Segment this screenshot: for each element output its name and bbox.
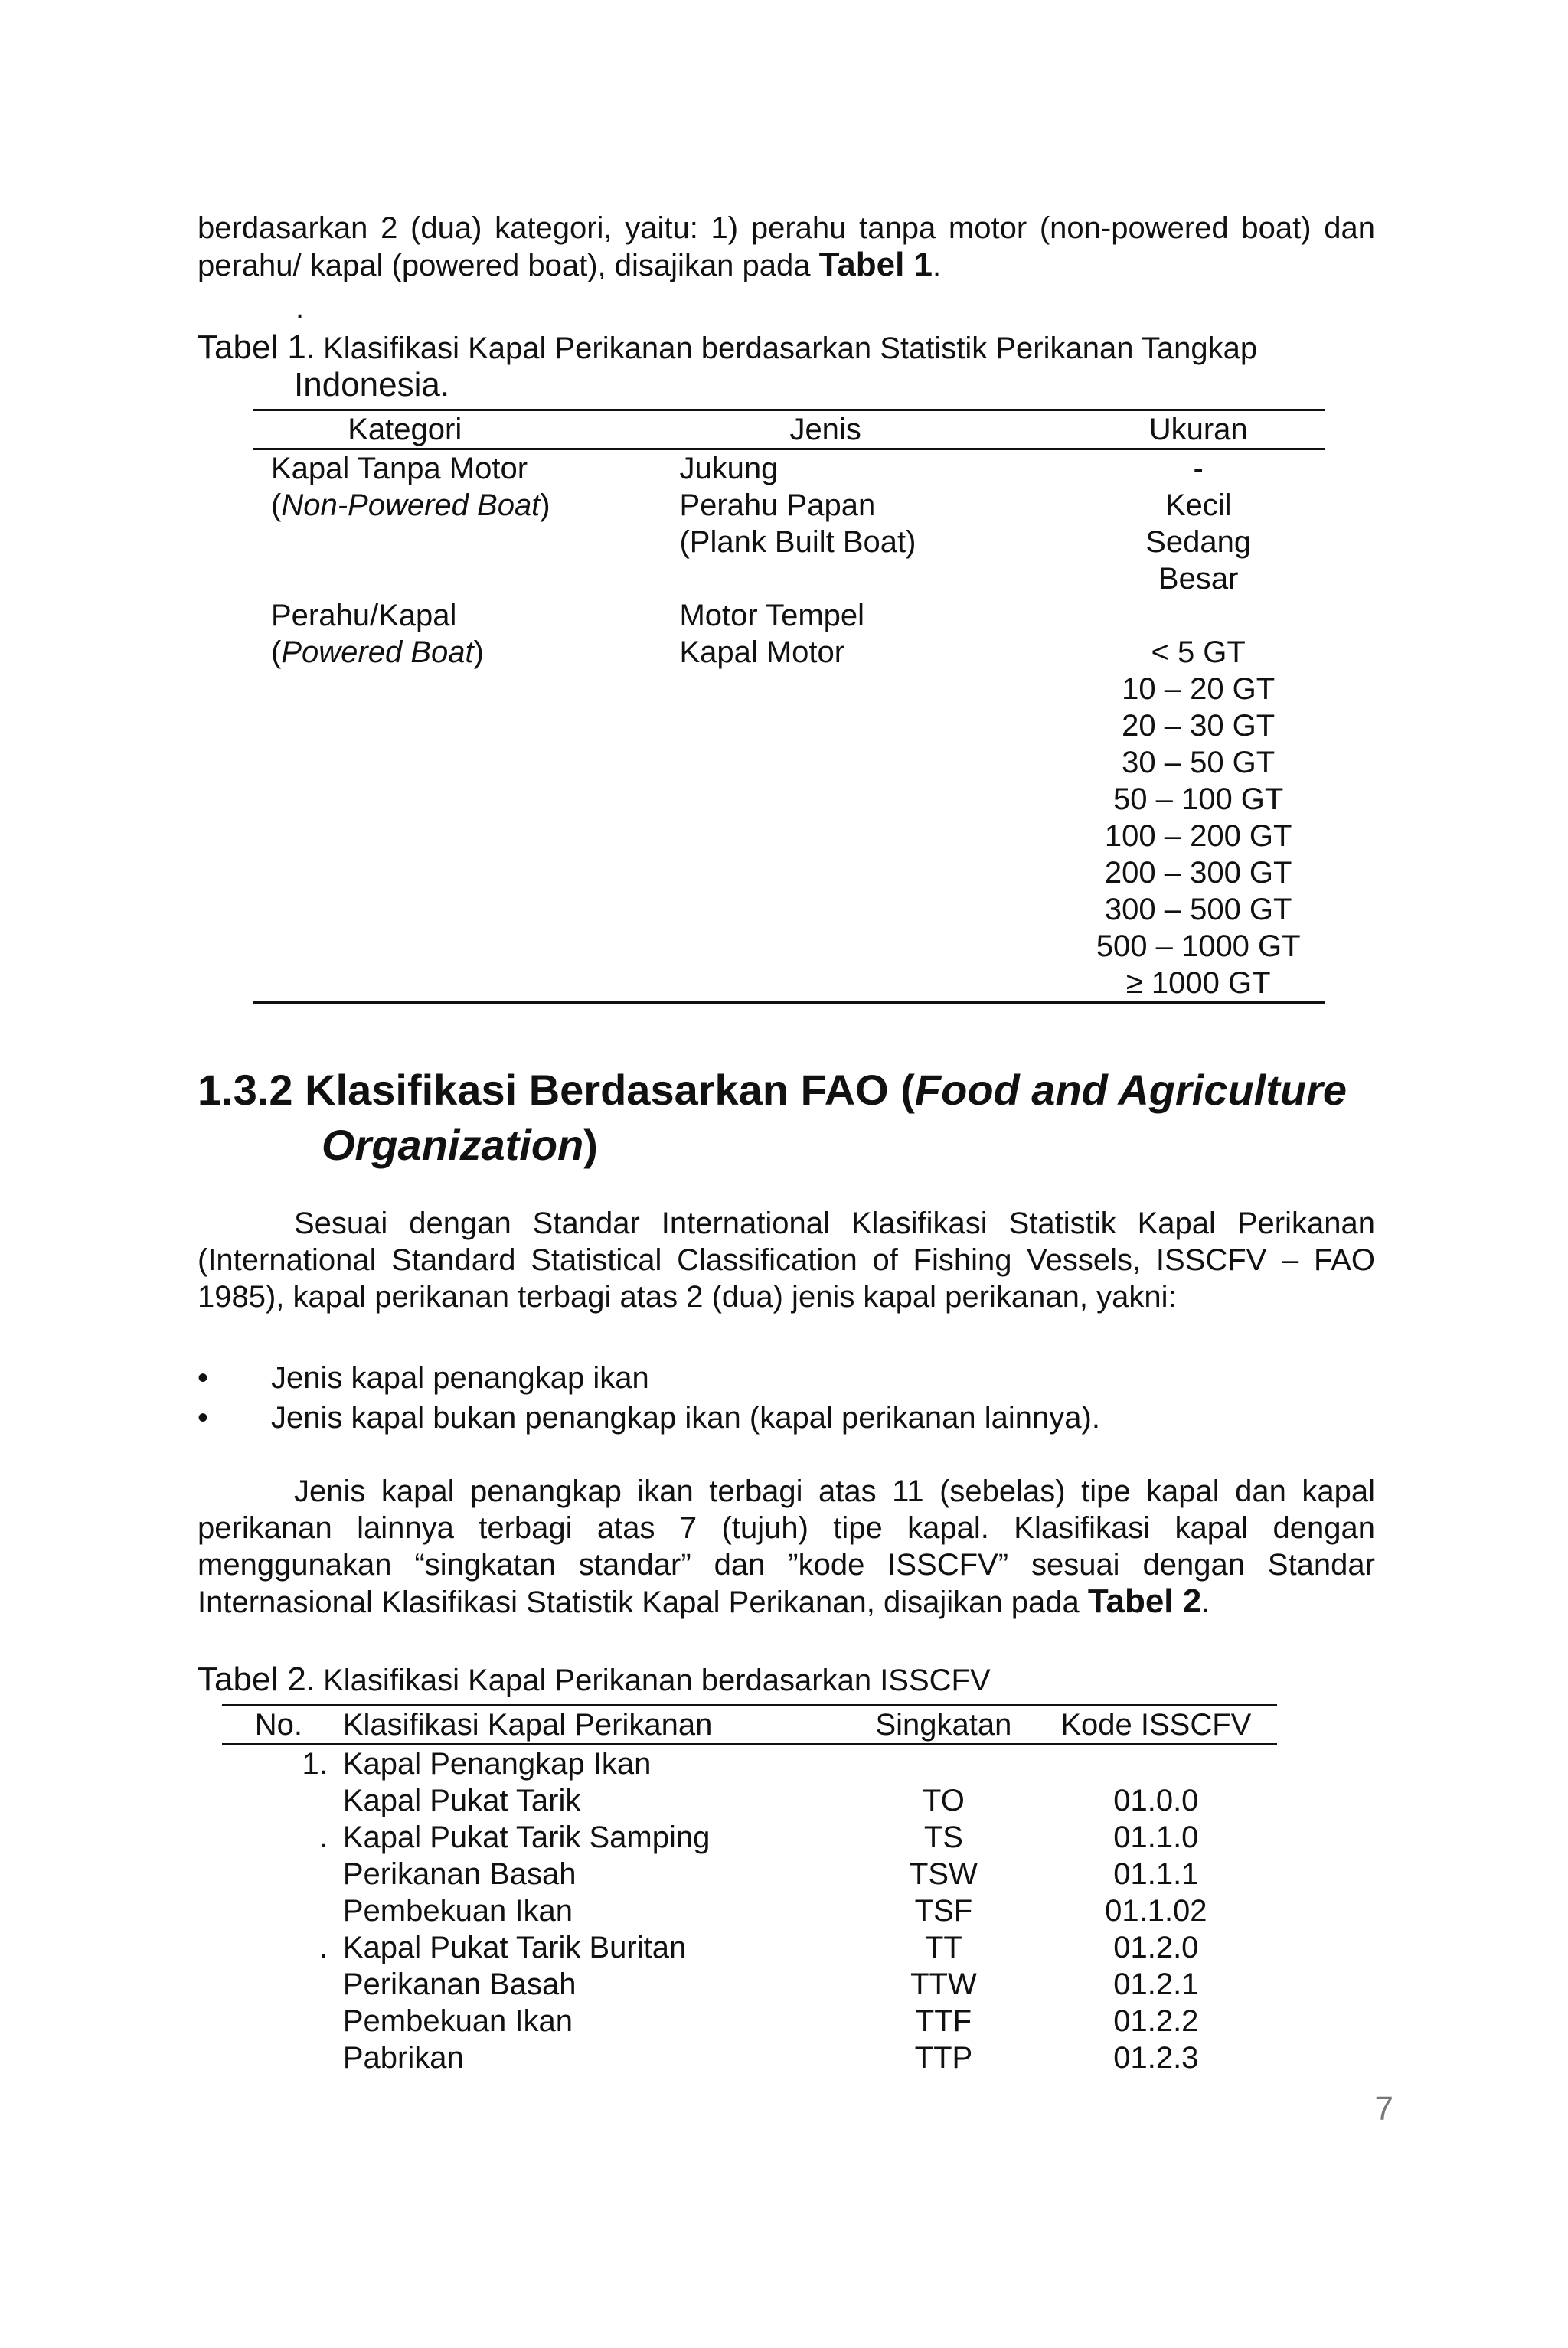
table2 — [222, 1704, 1277, 2076]
section-heading-line2 — [198, 1118, 1423, 1173]
table1-cell-ukuran: 50 – 100 GT — [1112, 782, 1284, 816]
table1-caption-label: Tabel 1 — [198, 328, 306, 366]
table1-reference: Tabel 1 — [818, 246, 933, 283]
table1-cell-ukuran: 100 – 200 GT — [1104, 819, 1292, 853]
table1-cell-ukuran: < 5 GT — [1151, 635, 1246, 669]
table1-cell-ukuran: Sedang — [1145, 525, 1252, 559]
table2-cell-kode: 01.0.0 — [1113, 1784, 1199, 1817]
table-row — [253, 449, 1325, 488]
table1-cell-kategori — [253, 560, 679, 597]
table2-cell-kode: 01.1.02 — [1105, 1894, 1207, 1928]
table2-cell-kode: 01.2.3 — [1113, 2041, 1199, 2075]
table2-header-no: No. — [254, 1708, 303, 1742]
table-row — [253, 707, 1325, 744]
table-row — [253, 597, 1325, 634]
table1-cell-kategori — [253, 744, 679, 781]
table2-cell-klasifikasi: Kapal Pukat Tarik — [342, 1784, 581, 1817]
stray-dot: . — [296, 291, 305, 325]
table2-cell-singkatan: TTP — [914, 2041, 973, 2075]
table1-cell-ukuran: 30 – 50 GT — [1122, 746, 1276, 779]
list-item-text: Jenis kapal penangkap ikan — [271, 1361, 649, 1395]
table1-cell-kategori — [253, 818, 679, 854]
table2-cell-klasifikasi: Perikanan Basah — [342, 1857, 577, 1891]
table1-cell-jenis: (Plank Built Boat) — [679, 525, 916, 559]
table2-cell-no — [222, 1966, 335, 2003]
table-row — [253, 818, 1325, 854]
section-heading-italic-2: Organization — [322, 1121, 584, 1169]
table1-cell-jenis: Motor Tempel — [679, 599, 865, 632]
table2-header-singkatan: Singkatan — [875, 1708, 1012, 1742]
table1-cell-jenis: Jukung — [679, 452, 779, 485]
table-row — [253, 965, 1325, 1003]
table-row — [253, 524, 1325, 560]
table2-cell-no — [222, 1782, 335, 1819]
table1-cell-ukuran: 10 – 20 GT — [1122, 672, 1276, 706]
table1-header-ukuran: Ukuran — [1148, 413, 1248, 446]
table-row — [253, 560, 1325, 597]
table2-cell-klasifikasi: Kapal Penangkap Ikan — [342, 1747, 652, 1781]
intro-text: berdasarkan 2 (dua) kategori, yaitu: 1) perahu tanpa motor (non-powered boat) dan perahu/ kapal (powered boat), disajikan pada — [198, 211, 1375, 282]
table-row — [253, 854, 1325, 891]
english-term: Non-Powered Boat — [281, 488, 541, 522]
table1-cell-kategori: Perahu/Kapal — [271, 599, 457, 632]
table2-cell-no — [222, 2039, 335, 2076]
table1-cell-jenis — [679, 928, 1072, 965]
table1-header-row — [253, 410, 1325, 449]
table2-caption — [198, 1661, 991, 1699]
section-heading-close: ) — [583, 1121, 598, 1169]
paragraph-types-end: . — [1201, 1585, 1210, 1619]
table2-cell-klasifikasi: Perikanan Basah — [342, 1968, 577, 2001]
table2-cell-singkatan: TTF — [915, 2004, 972, 2038]
table2-reference: Tabel 2 — [1087, 1582, 1202, 1620]
table-row — [222, 1819, 1277, 1856]
table2-cell-klasifikasi: Pembekuan Ikan — [342, 2004, 573, 2038]
table1-cell-jenis: Kapal Motor — [679, 635, 845, 669]
english-term: Powered Boat — [281, 635, 474, 669]
table1-caption-text: . Klasifikasi Kapal Perikanan berdasarkan Statistik Perikanan Tangkap — [305, 331, 1258, 365]
table2-cell-no: . — [318, 1821, 328, 1854]
table1-cell-jenis — [679, 560, 1072, 597]
table1-header-jenis: Jenis — [789, 413, 861, 446]
table1-cell-ukuran: Kecil — [1165, 488, 1232, 522]
table2-cell-singkatan: TTW — [910, 1968, 977, 2001]
table2-cell-kode: 01.1.1 — [1113, 1857, 1199, 1891]
table-row — [222, 2003, 1277, 2039]
section-heading — [198, 1063, 1423, 1173]
table1-cell-kategori — [253, 524, 679, 560]
table1-body — [253, 449, 1325, 1003]
table1-cell-kategori — [253, 891, 679, 928]
table-row — [253, 634, 1325, 671]
table-row — [253, 671, 1325, 707]
table1-cell-jenis: Perahu Papan — [679, 488, 876, 522]
table1-cell-ukuran: - — [1193, 452, 1204, 485]
paragraph-types — [198, 1473, 1375, 1621]
bullet-icon: • — [198, 1401, 209, 1435]
table2-cell-no: 1. — [302, 1747, 328, 1781]
table-row — [253, 781, 1325, 818]
table2-cell-singkatan — [852, 1745, 1034, 1783]
intro-end: . — [933, 249, 942, 282]
table1-cell-ukuran: 200 – 300 GT — [1104, 856, 1292, 890]
table1-cell-jenis — [679, 818, 1072, 854]
intro-paragraph — [198, 210, 1375, 284]
table1-cell-ukuran — [1072, 597, 1325, 634]
table2-cell-kode: 01.2.2 — [1113, 2004, 1199, 2038]
table2-header-row — [222, 1706, 1277, 1745]
table2-cell-kode: 01.1.0 — [1113, 1821, 1199, 1854]
table2-cell-kode: 01.2.0 — [1113, 1931, 1199, 1964]
table2-header-kode: Kode ISSCFV — [1060, 1708, 1252, 1742]
table2-caption-label: Tabel 2 — [198, 1661, 306, 1698]
table1-cell-jenis — [679, 891, 1072, 928]
table2-header-klasifikasi: Klasifikasi Kapal Perikanan — [342, 1708, 713, 1742]
table1-cell-kategori — [253, 965, 679, 1003]
table1-caption-continuation: Indonesia. — [294, 366, 450, 403]
table2-cell-singkatan: TS — [923, 1821, 963, 1854]
table2-cell-klasifikasi: Kapal Pukat Tarik Samping — [342, 1821, 710, 1854]
table1-cell-ukuran: 300 – 500 GT — [1104, 893, 1292, 926]
page-number: 7 — [1374, 2090, 1393, 2128]
table-row — [222, 1892, 1277, 1929]
table1-cell-kategori — [253, 928, 679, 965]
section-heading-italic-1: Food and Agriculture — [914, 1066, 1348, 1114]
table2-caption-text: . Klasifikasi Kapal Perikanan berdasarkan ISSCFV — [305, 1664, 991, 1697]
bullet-icon: • — [198, 1361, 209, 1395]
table1-cell-jenis — [679, 854, 1072, 891]
bullet-list — [198, 1358, 1100, 1438]
table1-caption — [198, 329, 1257, 403]
section-heading-main: 1.3.2 Klasifikasi Berdasarkan FAO ( — [198, 1066, 915, 1114]
table1-cell-ukuran: Besar — [1158, 562, 1239, 596]
table2-cell-singkatan: TSW — [910, 1857, 978, 1891]
table-row — [253, 891, 1325, 928]
table1-cell-jenis — [679, 744, 1072, 781]
table1-cell-kategori — [253, 854, 679, 891]
table2-cell-no: . — [318, 1931, 328, 1964]
table-row — [222, 1966, 1277, 2003]
table2-cell-singkatan: TT — [925, 1931, 962, 1964]
table1-cell-ukuran: 20 – 30 GT — [1122, 709, 1276, 743]
table2-cell-no — [222, 1892, 335, 1929]
table2-cell-kode: 01.2.1 — [1113, 1968, 1199, 2001]
table1-cell-kategori: Kapal Tanpa Motor — [271, 452, 528, 485]
table1-cell-jenis — [679, 965, 1072, 1003]
table2-cell-klasifikasi: Kapal Pukat Tarik Buritan — [342, 1931, 687, 1964]
table1-cell-kategori: (Non-Powered Boat) — [271, 488, 550, 522]
table1 — [253, 409, 1325, 1004]
table1-header-kategori: Kategori — [348, 413, 462, 446]
table-row — [222, 2039, 1277, 2076]
table1-cell-jenis — [679, 671, 1072, 707]
table2-cell-singkatan: TO — [923, 1784, 965, 1817]
table-row — [222, 1782, 1277, 1819]
table2-cell-no — [222, 2003, 335, 2039]
table-row — [253, 487, 1325, 524]
table1-cell-jenis — [679, 707, 1072, 744]
table-row — [253, 744, 1325, 781]
table2-body — [222, 1745, 1277, 2077]
table2-cell-klasifikasi: Pabrikan — [342, 2041, 464, 2075]
table1-cell-kategori — [253, 781, 679, 818]
table1-cell-ukuran: 500 – 1000 GT — [1096, 929, 1301, 963]
list-item — [198, 1398, 1100, 1438]
table2-cell-kode — [1035, 1745, 1277, 1783]
paragraph-isscfv: Sesuai dengan Standar International Klasifikasi Statistik Kapal Perikanan (International Standard Statistical Classification of Fishing Vessels, ISSCFV – FAO 1985), kapal perikanan terbagi atas 2 (dua) jenis kapal perikanan, yakni: — [198, 1207, 1375, 1314]
table2-cell-klasifikasi: Pembekuan Ikan — [342, 1894, 573, 1928]
table1-cell-kategori — [253, 671, 679, 707]
list-item-text: Jenis kapal bukan penangkap ikan (kapal perikanan lainnya). — [271, 1401, 1100, 1435]
table1-cell-jenis — [679, 781, 1072, 818]
table-row — [222, 1929, 1277, 1966]
table1-cell-ukuran: ≥ 1000 GT — [1125, 966, 1271, 1000]
paragraph-types-text: Jenis kapal penangkap ikan terbagi atas 11 (sebelas) tipe kapal dan kapal perikanan lainnya terbagi atas 7 (tujuh) tipe kapal. Klasifikasi kapal dengan menggunakan “singkatan standar” dan ”kode ISSCFV” sesuai dengan Standar Internasional Klasifikasi Statistik Kapal Perikanan, disajikan pada — [198, 1474, 1375, 1619]
table-row — [253, 928, 1325, 965]
list-item — [198, 1358, 1100, 1398]
table-row — [222, 1856, 1277, 1892]
table-row — [222, 1745, 1277, 1783]
table1-cell-kategori — [253, 707, 679, 744]
table2-cell-no — [222, 1856, 335, 1892]
table2-cell-singkatan: TSF — [914, 1894, 973, 1928]
table1-cell-kategori: (Powered Boat) — [271, 635, 484, 669]
